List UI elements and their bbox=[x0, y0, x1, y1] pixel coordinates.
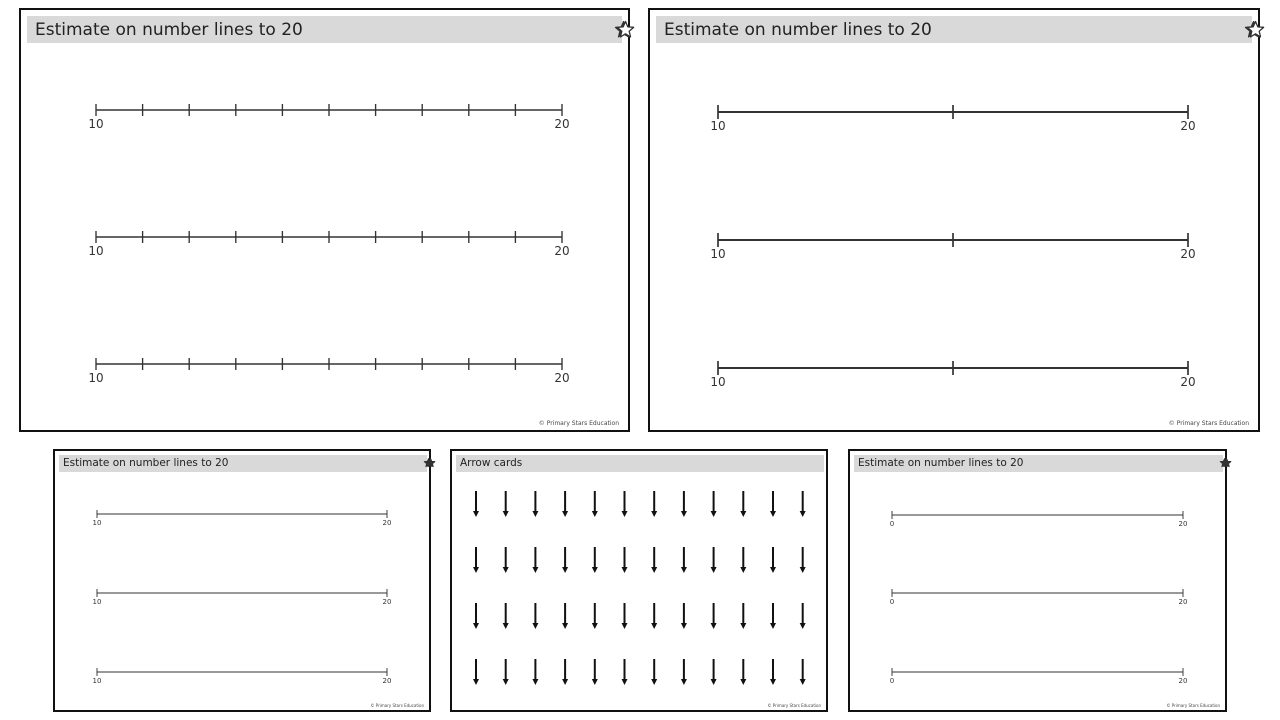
number-line bbox=[88, 231, 569, 258]
arrow-down-icon bbox=[800, 659, 806, 685]
arrow-down-icon bbox=[770, 547, 776, 573]
number-line-start-label: 10 bbox=[88, 117, 104, 131]
arrow-down-icon bbox=[503, 659, 509, 685]
number-lines bbox=[650, 10, 1258, 430]
number-line-end-label: 20 bbox=[382, 677, 392, 685]
number-line bbox=[710, 105, 1195, 133]
number-line-end-label: 20 bbox=[554, 244, 570, 258]
arrow-down-icon bbox=[473, 603, 479, 629]
arrow-down-icon bbox=[770, 491, 776, 517]
number-line-start-label: 0 bbox=[889, 520, 895, 528]
arrow-down-icon bbox=[562, 603, 568, 629]
card-title: Estimate on number lines to 20 bbox=[858, 457, 1024, 469]
arrow-down-icon bbox=[651, 547, 657, 573]
copyright-text: © Primary Stars Education bbox=[370, 703, 424, 708]
number-line bbox=[93, 589, 392, 606]
number-line bbox=[890, 511, 1188, 528]
arrow-down-icon bbox=[681, 603, 687, 629]
number-lines bbox=[850, 451, 1225, 710]
arrow-down-icon bbox=[651, 603, 657, 629]
arrow-down-icon bbox=[681, 491, 687, 517]
arrow-down-icon bbox=[711, 603, 717, 629]
copyright-text: © Primary Stars Education bbox=[1166, 703, 1220, 708]
number-line-end-label: 20 bbox=[1180, 375, 1196, 389]
number-line-end-label: 20 bbox=[1178, 677, 1188, 685]
number-lines bbox=[21, 10, 628, 430]
arrow-down-icon bbox=[532, 547, 538, 573]
number-line-start-label: 10 bbox=[92, 677, 102, 685]
number-line bbox=[93, 510, 392, 527]
number-line-start-label: 10 bbox=[88, 371, 104, 385]
worksheet-card-three-star-zero bbox=[848, 449, 1227, 712]
arrow-down-icon bbox=[740, 491, 746, 517]
arrow-down-icon bbox=[740, 659, 746, 685]
number-line-end-label: 20 bbox=[1180, 247, 1196, 261]
arrow-down-icon bbox=[503, 603, 509, 629]
number-line-start-label: 0 bbox=[889, 598, 895, 606]
number-line-start-label: 10 bbox=[710, 119, 726, 133]
arrow-down-icon bbox=[711, 491, 717, 517]
number-lines bbox=[55, 451, 429, 710]
number-line-end-label: 20 bbox=[382, 519, 392, 527]
arrow-down-icon bbox=[622, 659, 628, 685]
number-line-end-label: 20 bbox=[1180, 119, 1196, 133]
arrow-down-icon bbox=[503, 491, 509, 517]
arrow-down-icon bbox=[622, 547, 628, 573]
number-line-end-label: 20 bbox=[1178, 598, 1188, 606]
number-line bbox=[890, 668, 1188, 685]
copyright-text: © Primary Stars Education bbox=[538, 420, 619, 427]
arrow-down-icon bbox=[562, 659, 568, 685]
worksheet-card-two-star bbox=[648, 8, 1260, 432]
card-title: Estimate on number lines to 20 bbox=[664, 20, 932, 40]
arrow-down-icon bbox=[711, 659, 717, 685]
number-line bbox=[88, 358, 569, 385]
arrow-cards-card bbox=[450, 449, 828, 712]
arrow-down-icon bbox=[740, 547, 746, 573]
arrow-down-icon bbox=[473, 491, 479, 517]
arrow-down-icon bbox=[532, 603, 538, 629]
number-line-end-label: 20 bbox=[554, 117, 570, 131]
number-line-start-label: 10 bbox=[710, 247, 726, 261]
copyright-text: © Primary Stars Education bbox=[767, 703, 821, 708]
card-title: Estimate on number lines to 20 bbox=[63, 457, 229, 469]
number-line-start-label: 10 bbox=[92, 519, 102, 527]
arrow-down-icon bbox=[651, 659, 657, 685]
number-line-end-label: 20 bbox=[382, 598, 392, 606]
card-title: Estimate on number lines to 20 bbox=[35, 20, 303, 40]
arrow-down-icon bbox=[473, 659, 479, 685]
arrow-down-icon bbox=[681, 659, 687, 685]
arrow-down-icon bbox=[800, 547, 806, 573]
card-title: Arrow cards bbox=[460, 457, 523, 469]
arrow-down-icon bbox=[651, 491, 657, 517]
arrow-down-icon bbox=[562, 491, 568, 517]
copyright-text: © Primary Stars Education bbox=[1168, 420, 1249, 427]
number-line bbox=[710, 361, 1195, 389]
number-line-end-label: 20 bbox=[1178, 520, 1188, 528]
arrow-down-icon bbox=[800, 603, 806, 629]
arrow-down-icon bbox=[681, 547, 687, 573]
arrow-down-icon bbox=[532, 659, 538, 685]
arrow-down-icon bbox=[503, 547, 509, 573]
number-line bbox=[890, 589, 1188, 606]
arrow-down-icon bbox=[473, 547, 479, 573]
arrow-down-icon bbox=[740, 603, 746, 629]
number-line bbox=[710, 233, 1195, 261]
arrow-down-icon bbox=[800, 491, 806, 517]
worksheet-card-one-star bbox=[19, 8, 630, 432]
arrow-down-icon bbox=[592, 491, 598, 517]
arrow-down-icon bbox=[622, 603, 628, 629]
arrow-down-icon bbox=[711, 547, 717, 573]
number-line-start-label: 0 bbox=[889, 677, 895, 685]
arrow-down-icon bbox=[592, 547, 598, 573]
arrow-down-icon bbox=[770, 659, 776, 685]
number-line-start-label: 10 bbox=[92, 598, 102, 606]
number-line-end-label: 20 bbox=[554, 371, 570, 385]
number-line bbox=[88, 104, 569, 131]
arrow-down-icon bbox=[592, 603, 598, 629]
arrow-down-icon bbox=[592, 659, 598, 685]
number-line bbox=[93, 668, 392, 685]
arrow-grid bbox=[452, 451, 826, 710]
arrow-down-icon bbox=[770, 603, 776, 629]
number-line-start-label: 10 bbox=[88, 244, 104, 258]
arrow-down-icon bbox=[532, 491, 538, 517]
arrow-down-icon bbox=[562, 547, 568, 573]
arrow-down-icon bbox=[622, 491, 628, 517]
worksheet-card-three-star bbox=[53, 449, 431, 712]
number-line-start-label: 10 bbox=[710, 375, 726, 389]
